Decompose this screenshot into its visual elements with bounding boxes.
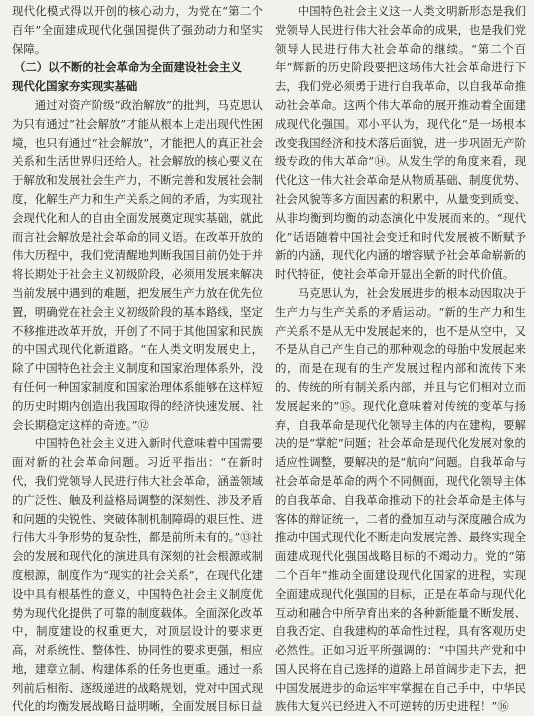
section-heading (12, 58, 263, 96)
right-column (275, 2, 526, 714)
body-paragraph-marx: 马克思认为，社会发展进步的根本动因取决于生产力与生产关系的矛盾运动。“新的生产力和生产关系不是从无中发展起来的，也不是从空中，又不是从自己产生自己的那种观念的母胎中发展起来的，而是在现有的生产发展过程内部和流传下来的、传统的所有制关系内部，并且与它们相对立而发展起来的”⑮。现代化意味着对传统的变革与扬弃，自我革命是现代化领导主体的内在建构，要解决的是“掌舵”问题；社会革命是现代化发展对象的适应性调整，要解决的是“航向”问题。自我革命与社会革命是革命的两个不同侧面，现代化领导主体的自我革命、自我革命推动下的社会革命是主体与客体的辩证统一，二者的叠加互动与深度融合成为推动中国式现代化不断走向发展完善、最终实现全面建成现代化强国战略目标的不竭动力。党的“第二个百年”推动全面建设现代化国家的进程，实现全面建成现代化强国的目标，正是在革命与现代化互动和融合中所孕育出来的各种新能量不断发展、自我否定、自我建构的革命性过程，具有客观历史必然性。正如习近平所强调的：“中国共产党和中国人民将在自己选择的道路上昂首阔步走下去，把中国发展进步的命运牢牢掌握在自己手中，中华民族伟大复兴已经进入不可逆转的历史进程！”⑯ (275, 285, 526, 714)
body-paragraph-new-era: 中国特色社会主义进入新时代意味着中国需要面对新的社会革命问题。习近平指出：“在新时代，我们党领导人民进行伟大社会革命，涵盖领域的广泛性、触及利益格局调整的深刻性、涉及矛盾和问题的尖锐性、突破体制机制障碍的艰巨性、进行伟大斗争形势的复杂性，都是前所未有的。”⑬社会的发展和现代化的演进具有深刻的社会根源或制度根源，制度作为“现实的社会关系”，在现代化建设中具有根基性的意义，中国特色社会主义制度优势为现代化提供了可靠的制度载体。全面深化改革中，制度建设的权重更大，对顶层设计的要求更高，对系统性、整体性、协同性的要求更强，相应地，建章立制、构建体系的任务也更重。通过一系列前后相衔、逐级递进的战略规划，党对中国式现代化的均衡发展战略日益明晰，全面发展目标日益 (12, 436, 263, 714)
section-heading-line-2: 现代化国家夯实现实基础 (12, 79, 138, 94)
carry-over-paragraph: 现代化模式得以开创的核心动力，为党在“第二个百年”全面建成现代化强国提供了强劲动力和坚实保障。 (12, 4, 263, 56)
left-column (12, 2, 263, 714)
section-heading-line-1: （二）以不断的社会革命为全面建设社会主义 (14, 60, 242, 75)
body-paragraph-civilization: 中国特色社会主义这一人类文明新形态是我们党领导人民进行伟大社会革命的成果，也是我们党领导人民进行伟大社会革命的继续。“第二个百年”辉新的历史阶段要把这场伟大社会革命进行下去，我们党必须勇于进行自我革命，以自我革命推动社会革命。这两个伟大革命的展开推动着全面建成现代化强国。邓小平认为，现代化“是一场根本改变我国经济和技术落后面貌，进一步巩固无产阶级专政的伟大革命”⑭。从发生学的角度来看，现代化这一伟大社会革命是从物质基础、制度优势、社会风貌等多方面因素的积累中，从量变到质变、从非均衡到均衡的动态演化中发展而来的。“现代化”话语随着中国社会变迁和时代发展被不断赋予新的内涵，现代化内涵的增容赋予社会革命崭新的时代特征，使社会革命开显出全新的时代价值。 (275, 4, 526, 282)
body-paragraph-liberation: 通过对资产阶级“政治解放”的批判，马克思认为只有通过“社会解放”才能从根本上走出现代性困境，也只有通过“社会解放”，才能把人的真正社会关系和生活世界归还给人。社会解放的核心要义在于解放和发展社会生产力，不断完善和发展社会制度，化解生产力和生产关系之间的矛盾，为实现社会现代化和人的自由全面发展奠定现实基础，就此而言社会解放是社会革命的同义语。在改革开放的伟大历程中，我们党清醒地判断我国目前仍处于并将长期处于社会主义初级阶段，必须用发展来解决当前发展中遇到的难题，把发展生产力放在优先位置，明确党在社会主义初级阶段的基本路线，坚定不移推进改革开放，开创了不同于其他国家和民族的中国式现代化新道路。“在人类文明发展史上，除了中国特色社会主义制度和国家治理体系外，没有任何一种国家制度和国家治理体系能够在这样短的历史时期内创造出我国取得的经济快速发展、社会长期稳定这样的奇迹。”⑫ (12, 97, 263, 432)
